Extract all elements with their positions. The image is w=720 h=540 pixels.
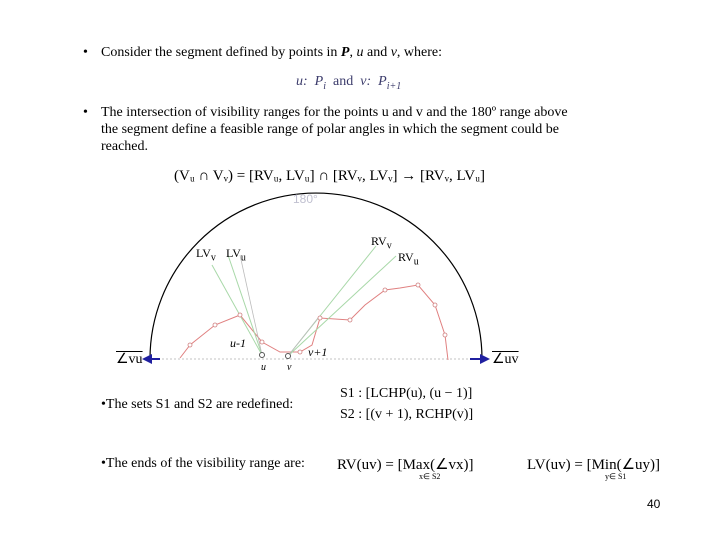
- label-rvv: [371, 234, 392, 251]
- label-rvu: [398, 250, 419, 267]
- label-lvv: [196, 246, 216, 263]
- set-s1: S1 : [LCHP(u), (u − 1)]: [340, 386, 473, 401]
- label-lvu: [226, 246, 246, 263]
- arrow-vu-head: [142, 354, 152, 364]
- label-v-plus-1: v+1: [308, 345, 328, 359]
- angle-label: 180°: [293, 192, 318, 206]
- label-u: u: [261, 362, 266, 373]
- label-lvu-sub: u: [240, 252, 246, 264]
- def-v-value: P: [378, 74, 387, 89]
- label-vu-vector: ∠vu: [116, 352, 143, 367]
- bullet-1-v: v: [390, 45, 397, 60]
- bullet-1-suffix: , where:: [396, 45, 443, 60]
- rv-formula: [337, 455, 474, 481]
- bullet-1-prefix: Consider the segment defined by points in: [101, 45, 341, 60]
- lv-formula-sub: y∈ S1: [605, 472, 627, 481]
- def-u-value: P: [314, 74, 324, 89]
- def-and: and: [333, 74, 354, 89]
- bullet-2-line-1: The intersection of visibility ranges for the points u and v and the 180º range above: [101, 105, 568, 120]
- bullet-dot: •: [83, 45, 88, 60]
- intersection-formula: (Vᵤ ∩ Vᵥ) = [RVᵤ, LVᵤ] ∩ [RVᵥ, LVᵥ] → [RVᵥ, LVᵤ]: [174, 168, 486, 184]
- bullet-dot: •: [83, 105, 88, 120]
- label-uv-vector: ∠uv: [492, 352, 519, 367]
- label-v: v: [287, 362, 292, 373]
- lv-formula-text: LV(uv) = [Min(∠uy)]: [527, 457, 661, 473]
- def-u-label: u:: [296, 74, 308, 89]
- def-u-sub: i: [323, 80, 327, 92]
- point-v: [286, 354, 291, 359]
- point-u: [260, 353, 265, 358]
- label-rvv-sub: v: [386, 240, 392, 252]
- bullet-2-line-3: reached.: [101, 139, 149, 154]
- bullet-1-u: u: [356, 45, 364, 60]
- bullet-1-mid1: ,: [349, 45, 357, 60]
- def-v-label: v:: [360, 74, 372, 89]
- ray-green-3: [288, 256, 396, 356]
- bullet-2-line-2: the segment define a feasible range of polar angles in which the segment could be: [101, 122, 559, 137]
- label-lvu-text: LV: [226, 246, 241, 260]
- rv-formula-text: RV(uv) = [Max(∠vx)]: [337, 457, 474, 473]
- range-arc: [150, 193, 482, 359]
- label-rvu-text: RV: [398, 250, 414, 264]
- rv-formula-sub: x∈ S2: [419, 472, 441, 481]
- sets-text: •The sets S1 and S2 are redefined:: [101, 397, 294, 412]
- label-rvu-sub: u: [413, 256, 419, 268]
- arrow-uv-head: [480, 354, 490, 364]
- label-rvv-text: RV: [371, 234, 387, 248]
- label-u-minus-1: u-1: [230, 336, 246, 350]
- ends-text: •The ends of the visibility range are:: [101, 456, 305, 471]
- set-s2: S2 : [(v + 1), RCHP(v)]: [340, 407, 474, 422]
- page-number: 40: [647, 497, 661, 511]
- bullet-1-mid2: and: [363, 45, 391, 60]
- def-v-sub: i+1: [386, 80, 402, 92]
- label-lvv-sub: v: [210, 252, 216, 264]
- bullet-1-p: P: [340, 45, 350, 60]
- lv-formula: [527, 455, 660, 481]
- label-lvv-text: LV: [196, 246, 211, 260]
